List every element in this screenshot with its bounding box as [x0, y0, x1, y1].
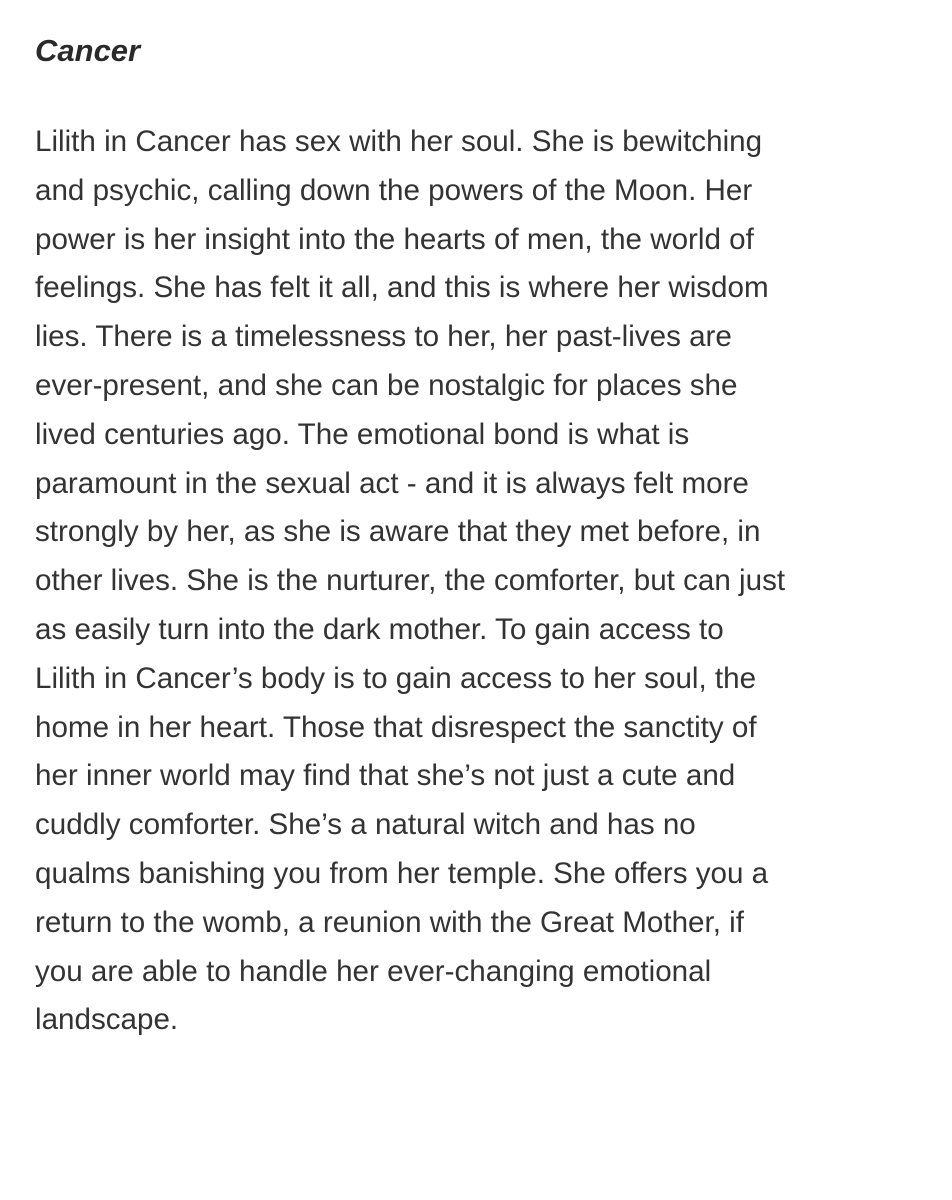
body-paragraph — [35, 118, 935, 1045]
paragraph-line: qualms banishing you from her temple. She offers you a — [35, 856, 769, 890]
paragraph-line: feelings. She has felt it all, and this is where her wisdom — [35, 271, 769, 305]
paragraph-line: you are able to handle her ever-changing emotional — [35, 954, 712, 988]
paragraph-line: her inner world may find that she’s not just a cute and — [35, 759, 736, 793]
paragraph-line: lies. There is a timelessness to her, her past-lives are — [35, 320, 732, 354]
paragraph-line: Lilith in Cancer has sex with her soul. She is bewitching — [35, 125, 763, 158]
paragraph-line: landscape. — [35, 1003, 179, 1037]
paragraph-line: power is her insight into the hearts of men, the world of — [35, 222, 754, 256]
paragraph-line: strongly by her, as she is aware that they met before, in — [35, 515, 761, 549]
paragraph-line: cuddly comforter. She’s a natural witch and has no — [35, 808, 696, 842]
paragraph-line: Lilith in Cancer’s body is to gain access to her soul, the — [35, 661, 757, 695]
paragraph-line: paramount in the sexual act - and it is always felt more — [35, 466, 749, 500]
section-heading: Cancer — [35, 33, 141, 68]
paragraph-line: home in her heart. Those that disrespect the sanctity of — [35, 710, 757, 744]
paragraph-line: return to the womb, a reunion with the Great Mother, if — [35, 905, 744, 939]
paragraph-line: as easily turn into the dark mother. To gain access to — [35, 612, 724, 646]
paragraph-line: other lives. She is the nurturer, the comforter, but can just — [35, 564, 786, 598]
paragraph-line: ever-present, and she can be nostalgic for places she — [35, 368, 738, 402]
paragraph-line: and psychic, calling down the powers of the Moon. Her — [35, 173, 753, 207]
paragraph-line: lived centuries ago. The emotional bond is what is — [35, 417, 690, 451]
